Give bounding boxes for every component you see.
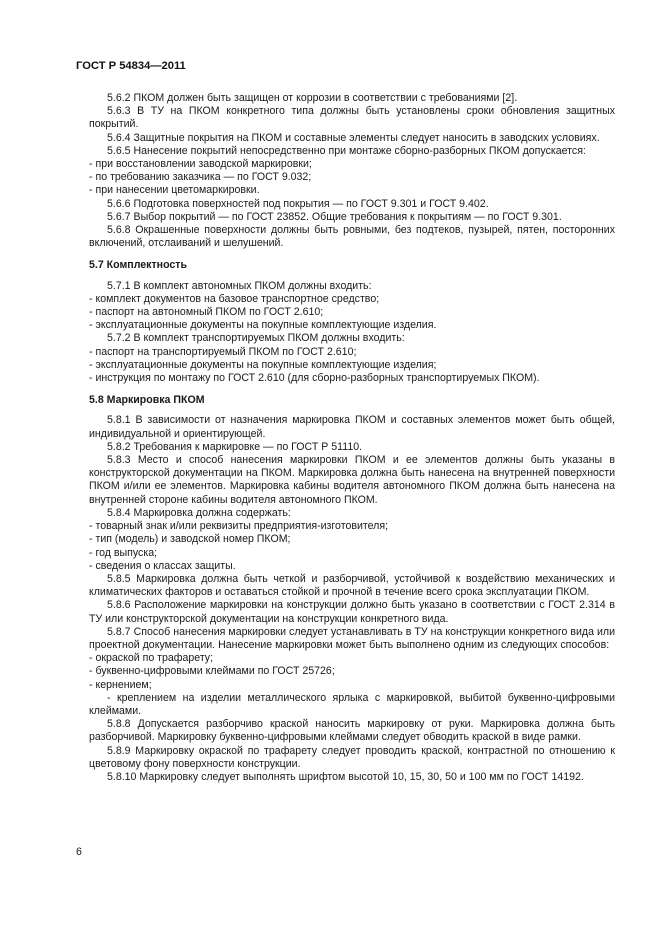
list-item: - кернением; bbox=[89, 678, 152, 691]
paragraph: 5.6.8 Окрашенные поверхности должны быть ровными, без подтеков, пузырей, пятен, посторонних включений, отслаиваний и шелушений. bbox=[89, 224, 615, 250]
paragraph: 5.8.3 Место и способ нанесения маркировки ПКОМ и ее элементов должны быть указаны в конструкторской документации на ПКОМ. Маркировка должна быть нанесена на внутренней поверхности ПКОМ и/или ее элементов. Маркировка кабины водителя автономного ПКОМ должна быть нанесена на внутренней стороне кабины водителя автономного ПКОМ. bbox=[89, 454, 615, 506]
paragraph: 5.6.3 В ТУ на ПКОМ конкретного типа должны быть установлены сроки обновления защитных покрытий. bbox=[89, 105, 615, 131]
paragraph: 5.8.1 В зависимости от назначения маркировка ПКОМ и составных элементов может быть общей, индивидуальной и ориентирующей. bbox=[89, 414, 615, 440]
list-item: - эксплуатационные документы на покупные комплектующие изделия; bbox=[89, 358, 437, 371]
list-item: - сведения о классах защиты. bbox=[89, 559, 236, 572]
list-item: - по требованию заказчика — по ГОСТ 9.032; bbox=[89, 171, 312, 184]
paragraph: 5.8.6 Расположение маркировки на конструкции должно быть указано в соответствии с ГОСТ 2.314 в ТУ или конструкторской документации на конструкции конкретного вида. bbox=[89, 599, 615, 625]
document-body bbox=[89, 92, 615, 784]
paragraph: 5.8.2 Требования к маркировке — по ГОСТ Р 51110. bbox=[107, 440, 363, 453]
paragraph: 5.8.4 Маркировка должна содержать: bbox=[107, 506, 291, 519]
section-heading: 5.7 Комплектность bbox=[89, 259, 187, 272]
paragraph: 5.8.10 Маркировку следует выполнять шрифтом высотой 10, 15, 30, 50 и 100 мм по ГОСТ 14192. bbox=[107, 770, 584, 783]
paragraph: 5.6.6 Подготовка поверхностей под покрытия — по ГОСТ 9.301 и ГОСТ 9.402. bbox=[107, 197, 489, 210]
list-item: - комплект документов на базовое транспортное средство; bbox=[89, 292, 380, 305]
list-item: - инструкция по монтажу по ГОСТ 2.610 (для сборно-разборных транспортируемых ПКОМ). bbox=[89, 372, 540, 385]
page-number: 6 bbox=[76, 846, 82, 858]
list-item: - год выпуска; bbox=[89, 546, 158, 559]
paragraph: 5.6.2 ПКОМ должен быть защищен от коррозии в соответствии с требованиями [2]. bbox=[107, 92, 518, 104]
list-item: - при восстановлении заводской маркировки; bbox=[89, 158, 312, 171]
paragraph: 5.8.9 Маркировку окраской по трафарету следует проводить краской, контрастной по отношению к цветовому фону поверхности конструкции. bbox=[89, 744, 615, 770]
list-item: - паспорт на транспортируемый ПКОМ по ГОСТ 2.610; bbox=[89, 345, 357, 358]
paragraph: 5.6.5 Нанесение покрытий непосредственно при монтаже сборно-разборных ПКОМ допускается: bbox=[107, 144, 586, 157]
paragraph: 5.7.1 В комплект автономных ПКОМ должны входить: bbox=[107, 279, 372, 292]
paragraph: 5.8.7 Способ нанесения маркировки следует устанавливать в ТУ на конструкции конкретного вида или проектной документации. Нанесение маркировки может быть выполнено одним из следующих способов: bbox=[89, 625, 615, 651]
list-item: - товарный знак и/или реквизиты предприятия-изготовителя; bbox=[89, 520, 389, 533]
paragraph: 5.6.7 Выбор покрытий — по ГОСТ 23852. Общие требования к покрытиям — по ГОСТ 9.301. bbox=[107, 210, 562, 223]
list-item: - буквенно-цифровыми клеймами по ГОСТ 25726; bbox=[89, 665, 335, 678]
list-item: - эксплуатационные документы на покупные комплектующие изделия. bbox=[89, 319, 437, 332]
section-heading: 5.8 Маркировка ПКОМ bbox=[89, 394, 205, 407]
paragraph: 5.8.8 Допускается разборчиво краской наносить маркировку от руки. Маркировка должна быть разборчивой. Маркировку буквенно-цифровыми клеймами следует обводить краской в виде рамки. bbox=[89, 718, 615, 744]
list-item: - при нанесении цветомаркировки. bbox=[89, 184, 260, 197]
paragraph: - креплением на изделии металлического ярлыка с маркировкой, выбитой буквенно-цифровыми клеймами. bbox=[89, 691, 615, 717]
list-item: - тип (модель) и заводской номер ПКОМ; bbox=[89, 533, 291, 546]
paragraph: 5.6.4 Защитные покрытия на ПКОМ и составные элементы следует наносить в заводских условиях. bbox=[107, 131, 600, 144]
list-item: - паспорт на автономный ПКОМ по ГОСТ 2.610; bbox=[89, 306, 324, 319]
paragraph: 5.7.2 В комплект транспортируемых ПКОМ должны входить: bbox=[107, 332, 405, 345]
paragraph: 5.8.5 Маркировка должна быть четкой и разборчивой, устойчивой к воздействию механических и климатических факторов и оставаться стойкой и прочной в течение всего срока эксплуатации ПКОМ. bbox=[89, 572, 615, 599]
list-item: - окраской по трафарету; bbox=[89, 652, 214, 665]
document-header: ГОСТ Р 54834—2011 bbox=[76, 60, 186, 72]
